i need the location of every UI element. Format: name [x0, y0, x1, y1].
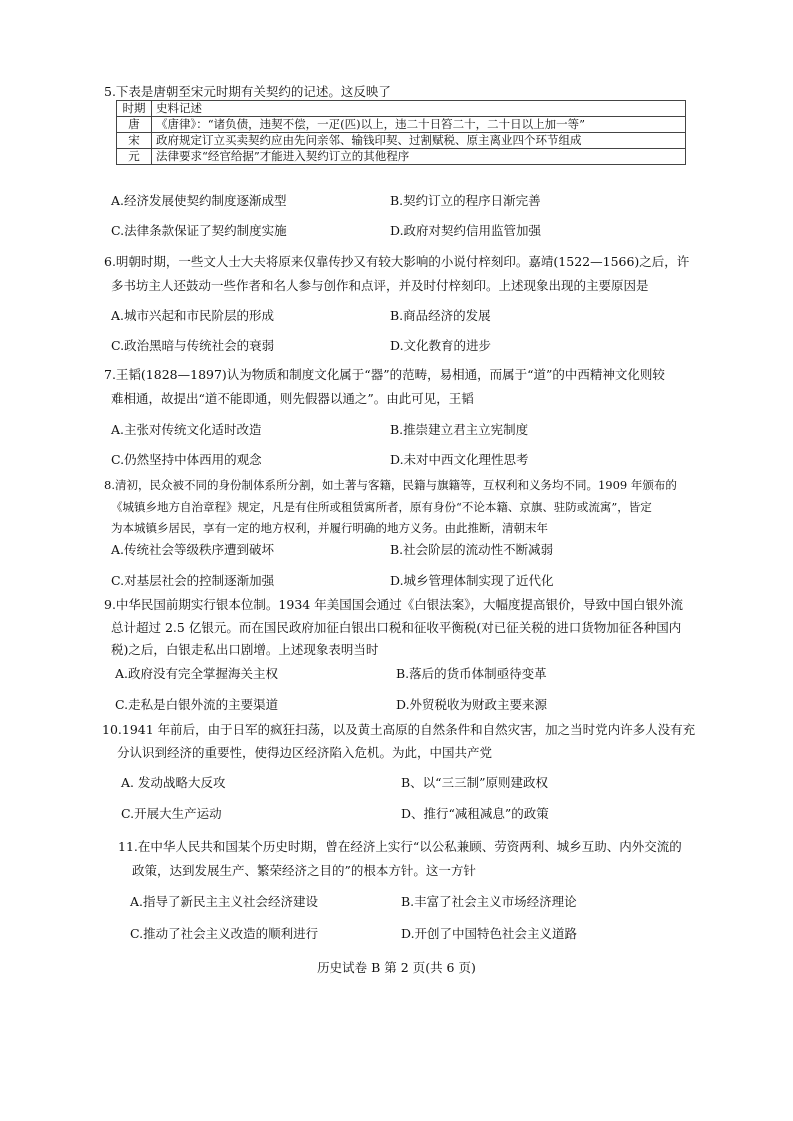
q6-option-c[interactable]: C.政治黑暗与传统社会的衰弱 [111, 338, 275, 353]
q6-option-a[interactable]: A.城市兴起和市民阶层的形成 [111, 308, 275, 323]
table-header-row [117, 101, 686, 117]
q10-stem-line: 10.1941 年前后，由于日军的疯狂扫荡，以及黄土高原的自然条件和自然灾害，加之当时党内许多人没有充 [102, 722, 696, 737]
q10-option-d[interactable]: D、推行“减租减息”的政策 [401, 806, 549, 821]
q9-stem-line: 9.中华民国前期实行银本位制。1934 年美国国会通过《白银法案》，大幅度提高银价，导致中国白银外流 [104, 597, 683, 612]
q11-option-d[interactable]: D.开创了中国特色社会主义道路 [401, 926, 578, 941]
q8-option-b[interactable]: B.社会阶层的流动性不断减弱 [390, 542, 554, 557]
q6-option-b[interactable]: B.商品经济的发展 [390, 308, 491, 323]
table-cell-period: 宋 [117, 133, 152, 149]
q5-option-d[interactable]: D.政府对契约信用监管加强 [390, 223, 542, 238]
q7-stem-line: 7.王韬(1828—1897)认为物质和制度文化属于“器”的范畴，易相通，而属于“道”的中西精神文化则较 [104, 367, 665, 382]
q7-option-d[interactable]: D.未对中西文化理性思考 [390, 452, 529, 467]
q5-stem: 5.下表是唐朝至宋元时期有关契约的记述。这反映了 [104, 84, 391, 99]
q10-option-a[interactable]: A. 发动战略大反攻 [121, 775, 226, 790]
q5-option-a[interactable]: A.经济发展使契约制度逐渐成型 [111, 193, 287, 208]
q9-option-b[interactable]: B.落后的货币体制亟待变革 [396, 666, 547, 681]
q8-stem-line: 《城镇乡地方自治章程》规定，凡是有住所或租赁寓所者，原有身份“不论本籍、京旗、驻防或流寓”，皆定 [111, 500, 652, 514]
q5-option-b[interactable]: B.契约订立的程序日渐完善 [390, 193, 541, 208]
q6-option-d[interactable]: D.文化教育的进步 [390, 338, 492, 353]
q9-stem-line: 税)之后，白银走私出口剧增。上述现象表明当时 [111, 642, 379, 657]
q8-stem-line: 为本城镇乡居民，享有一定的地方权利，并履行明确的地方义务。由此推断，清朝末年 [111, 521, 548, 535]
q11-option-a[interactable]: A.指导了新民主主义社会经济建设 [130, 894, 319, 909]
q11-stem-line: 政策，达到发展生产、繁荣经济之目的”的根本方针。这一方针 [132, 863, 476, 878]
q7-option-b[interactable]: B.推崇建立君主立宪制度 [390, 422, 529, 437]
q10-stem-line: 分认识到经济的重要性，使得边区经济陷入危机。为此，中国共产党 [117, 745, 493, 760]
table-header-record: 史料记述 [152, 101, 686, 117]
q5-option-c[interactable]: C.法律条款保证了契约制度实施 [111, 223, 287, 238]
q5-source-table [116, 100, 686, 165]
q8-option-c[interactable]: C.对基层社会的控制逐渐加强 [111, 573, 275, 588]
q7-option-c[interactable]: C.仍然坚持中体西用的观念 [111, 452, 262, 467]
q8-option-a[interactable]: A.传统社会等级秩序遭到破坏 [111, 542, 275, 557]
q9-option-d[interactable]: D.外贸税收为财政主要来源 [396, 697, 548, 712]
q9-option-a[interactable]: A.政府没有完全掌握海关主权 [115, 666, 279, 681]
q10-option-b[interactable]: B、以“三三制”原则建政权 [401, 775, 548, 790]
q10-option-c[interactable]: C.开展大生产运动 [121, 806, 222, 821]
q9-stem-line: 总计超过 2.5 亿银元。而在国民政府加征白银出口税和征收平衡税(对已征关税的进口货物加征各种国内 [111, 620, 682, 635]
q11-option-c[interactable]: C.推动了社会主义改造的顺利进行 [130, 926, 319, 941]
table-header-period: 时期 [117, 101, 152, 117]
q8-option-d[interactable]: D.城乡管理体制实现了近代化 [390, 573, 554, 588]
q11-stem-line: 11.在中华人民共和国某个历史时期，曾在经济上实行“以公私兼顾、劳资两利、城乡互助、内外交流的 [118, 839, 682, 854]
page-footer: 历史试卷 B 第 2 页(共 6 页) [317, 960, 476, 975]
table-cell-record: 《唐律》：“诸负债，违契不偿，一疋(匹)以上，违二十日笞二十，二十日以上加一等” [152, 117, 686, 133]
table-row [117, 133, 686, 149]
table-cell-record: 法律要求“经官给据”才能进入契约订立的其他程序 [152, 149, 686, 165]
table-row [117, 149, 686, 165]
q6-stem-line: 多书坊主人还鼓动一些作者和名人参与创作和点评，并及时付梓刻印。上述现象出现的主要原因是 [111, 278, 649, 293]
q7-stem-line: 难相通，故提出“道不能即通，则先假器以通之”。由此可见，王韬 [111, 391, 474, 406]
table-cell-period: 唐 [117, 117, 152, 133]
table-cell-period: 元 [117, 149, 152, 165]
table-cell-record: 政府规定订立买卖契约应由先问亲邻、输钱印契、过割赋税、原主离业四个环节组成 [152, 133, 686, 149]
q8-stem-line: 8.清初，民众被不同的身份制体系所分割，如土著与客籍，民籍与旗籍等，互权利和义务均不同。1909 年颁布的 [104, 478, 677, 492]
q9-option-c[interactable]: C.走私是白银外流的主要渠道 [115, 697, 279, 712]
table-row [117, 117, 686, 133]
q7-option-a[interactable]: A.主张对传统文化适时改造 [111, 422, 262, 437]
q11-option-b[interactable]: B.丰富了社会主义市场经济理论 [401, 894, 577, 909]
q6-stem-line: 6.明朝时期，一些文人士大夫将原来仅靠传抄又有较大影响的小说付梓刻印。嘉靖(1522—1566)之后，许 [104, 254, 690, 269]
